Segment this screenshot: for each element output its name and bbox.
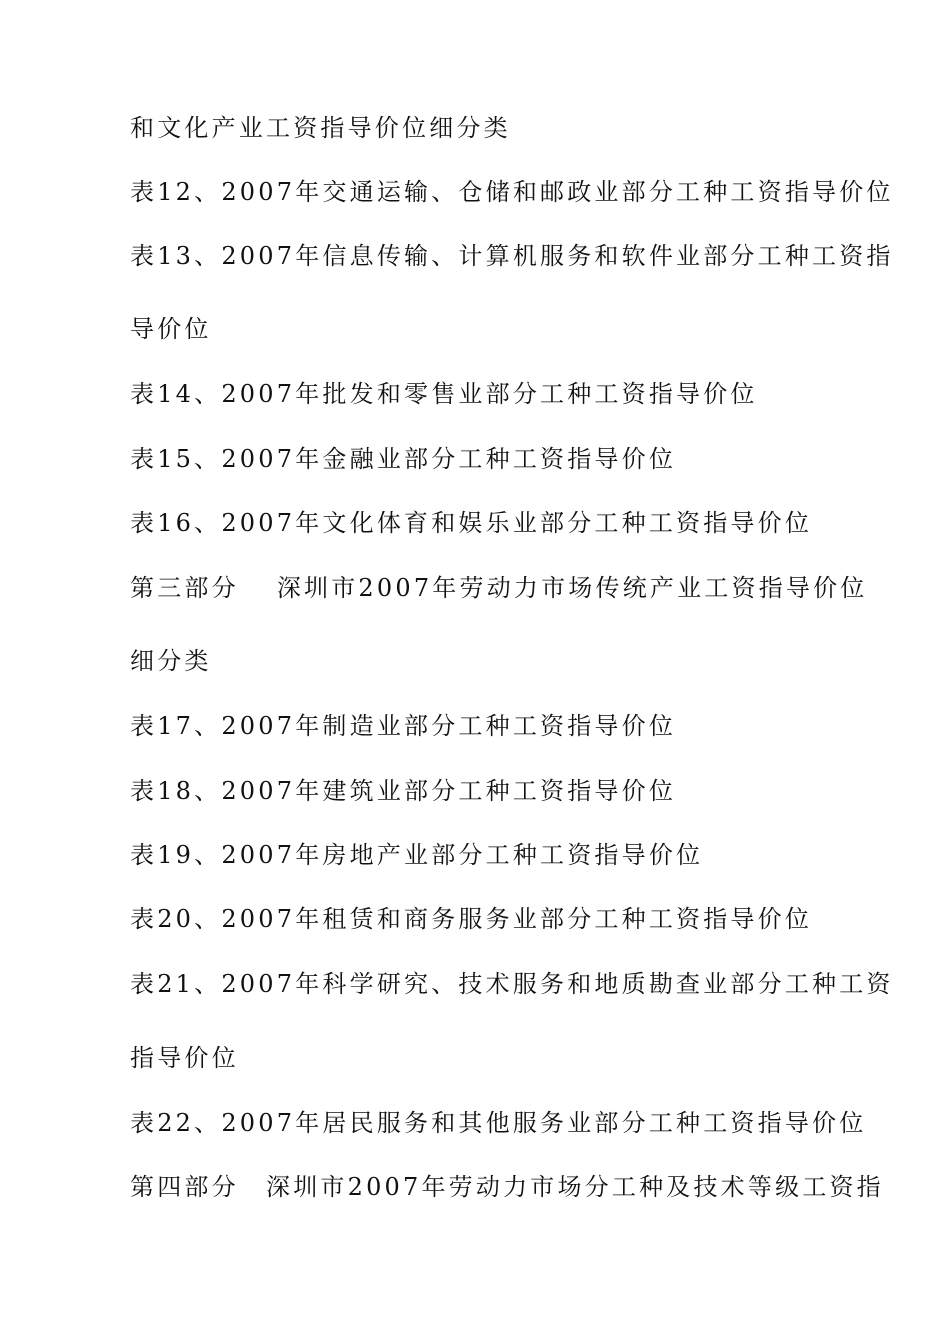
toc-entry-table-14: 表14、2007年批发和零售业部分工种工资指导价位 bbox=[130, 380, 758, 408]
toc-section-part-3-cont: 细分类 bbox=[130, 647, 212, 675]
toc-entry-table-15: 表15、2007年金融业部分工种工资指导价位 bbox=[130, 445, 677, 473]
toc-entry-table-21: 表21、2007年科学研究、技术服务和地质勘查业部分工种工资 bbox=[130, 970, 894, 998]
toc-entry-table-19: 表19、2007年房地产业部分工种工资指导价位 bbox=[130, 841, 704, 869]
toc-entry-table-16: 表16、2007年文化体育和娱乐业部分工种工资指导价位 bbox=[130, 509, 813, 537]
toc-section-part-4: 第四部分 深圳市2007年劳动力市场分工种及技术等级工资指 bbox=[130, 1173, 884, 1201]
toc-line-continuation: 和文化产业工资指导价位细分类 bbox=[130, 114, 511, 142]
toc-entry-table-13: 表13、2007年信息传输、计算机服务和软件业部分工种工资指 bbox=[130, 242, 894, 270]
toc-entry-table-13-cont: 导价位 bbox=[130, 315, 212, 343]
toc-entry-table-22: 表22、2007年居民服务和其他服务业部分工种工资指导价位 bbox=[130, 1109, 867, 1137]
toc-entry-table-21-cont: 指导价位 bbox=[130, 1044, 239, 1072]
toc-entry-table-18: 表18、2007年建筑业部分工种工资指导价位 bbox=[130, 777, 677, 805]
toc-section-part-3: 第三部分 深圳市2007年劳动力市场传统产业工资指导价位 bbox=[130, 574, 868, 602]
toc-entry-table-20: 表20、2007年租赁和商务服务业部分工种工资指导价位 bbox=[130, 905, 813, 933]
toc-entry-table-12: 表12、2007年交通运输、仓储和邮政业部分工种工资指导价位 bbox=[130, 178, 894, 206]
toc-entry-table-17: 表17、2007年制造业部分工种工资指导价位 bbox=[130, 712, 677, 740]
